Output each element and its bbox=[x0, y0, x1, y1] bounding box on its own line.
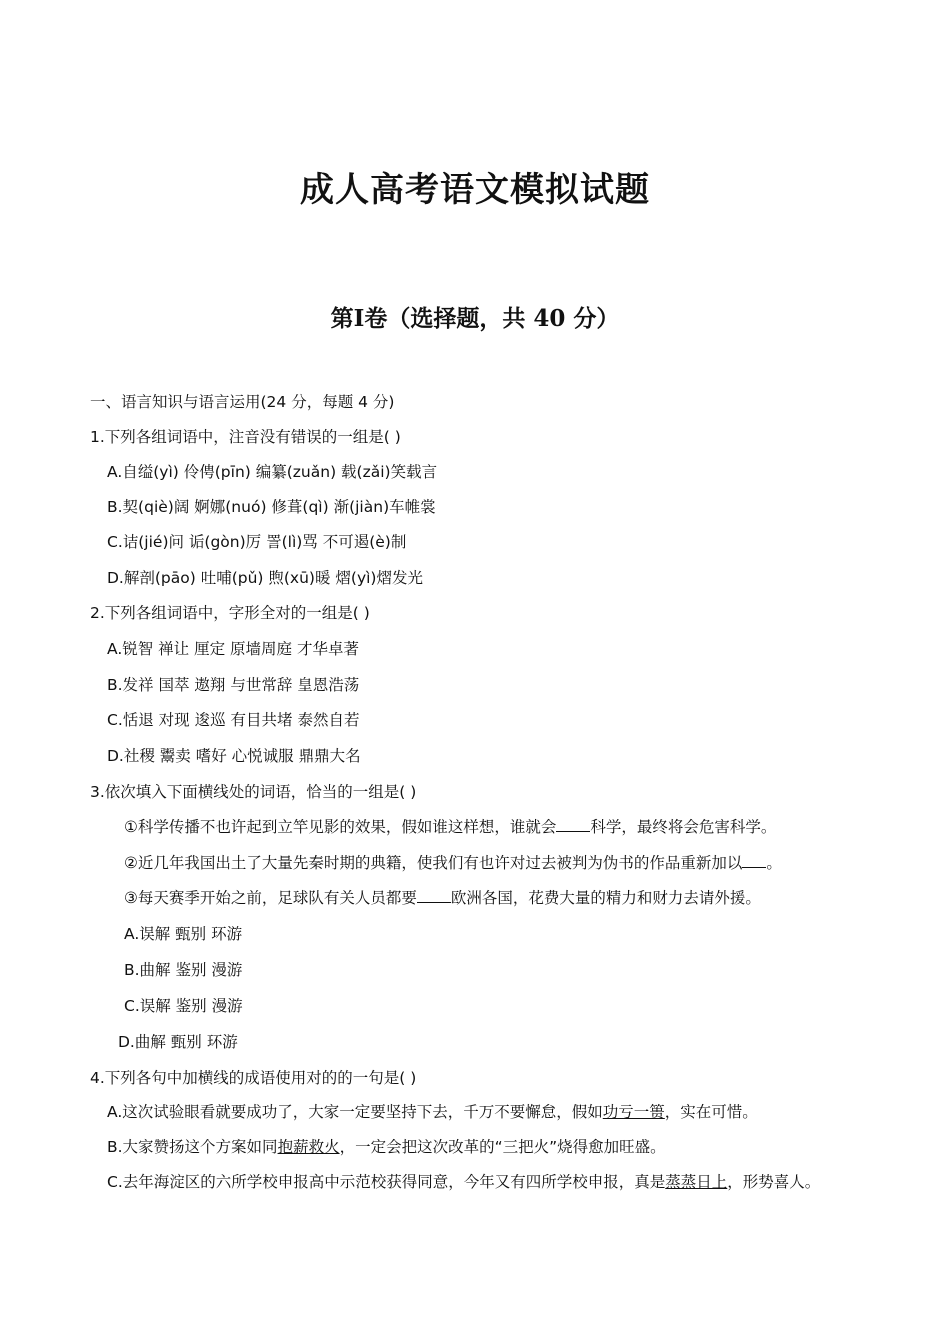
q2-option-d: D.社稷 鬻卖 嗜好 心悦诚服 鼎鼎大名 bbox=[107, 747, 361, 765]
q1-option-d: D.解剖(pāo) 吐哺(pǔ) 煦(xū)暖 熠(yì)熠发光 bbox=[107, 569, 423, 587]
q4-option-a bbox=[107, 1102, 758, 1122]
q3-option-c: C.误解 鉴别 漫游 bbox=[124, 997, 243, 1015]
page-title: 成人高考语文模拟试题 bbox=[300, 170, 650, 210]
fill-blank bbox=[417, 888, 451, 903]
section-subtitle bbox=[0, 300, 950, 333]
q3-option-b: B.曲解 鉴别 漫游 bbox=[124, 961, 243, 979]
q4-c-tail: ，形势喜人。 bbox=[727, 1173, 821, 1191]
q2-option-a: A.锐智 禅让 厘定 原墙周庭 才华卓著 bbox=[107, 640, 359, 658]
q3-option-a: A.误解 甄别 环游 bbox=[124, 925, 243, 943]
q2-option-b: B.发祥 国萃 遨翔 与世常辞 皇恩浩荡 bbox=[107, 676, 360, 694]
q2-option-c: C.恬退 对现 逡巡 有目共堵 泰然自若 bbox=[107, 711, 360, 729]
subtitle-rest: （选择题，共 40 分） bbox=[387, 305, 620, 332]
q3-s1-after: 科学，最终将会危害科学。 bbox=[590, 818, 777, 836]
q4-option-b bbox=[107, 1137, 666, 1157]
q3-s3-after: 欧洲各国，花费大量的精力和财力去请外援。 bbox=[450, 889, 761, 907]
q2-stem: 2.下列各组词语中，字形全对的一组是( ) bbox=[90, 604, 370, 622]
q3-s2-before: ②近几年我国出土了大量先秦时期的典籍，使我们有也许对过去被判为伪书的作品重新加以 bbox=[124, 854, 743, 872]
q1-option-c: C.诘(jié)问 诟(gòn)厉 詈(lì)骂 不可遏(è)制 bbox=[107, 533, 407, 551]
underlined-idiom: 功亏一篑 bbox=[602, 1103, 665, 1121]
q3-stem: 3.依次填入下面横线处的词语，恰当的一组是( ) bbox=[90, 783, 417, 801]
q3-sentence-1 bbox=[124, 817, 776, 837]
q1-option-b: B.契(qiè)阔 婀娜(nuó) 修葺(qì) 渐(jiàn)车帷裳 bbox=[107, 498, 436, 516]
underlined-idiom: 抱薪救火 bbox=[277, 1138, 340, 1156]
q4-stem: 4.下列各句中加横线的成语使用对的的一句是( ) bbox=[90, 1069, 417, 1087]
q3-s1-before: ①科学传播不也许起到立竿见影的效果，假如谁这样想，谁就会 bbox=[124, 818, 557, 836]
q4-b-tail: ，一定会把这次改革的“三把火”烧得愈加旺盛。 bbox=[339, 1138, 666, 1156]
subtitle-bold: 第Ⅰ卷 bbox=[330, 305, 388, 332]
section-heading: 一、语言知识与语言运用(24 分，每题 4 分) bbox=[90, 393, 395, 411]
q3-option-d: D.曲解 甄别 环游 bbox=[118, 1033, 238, 1051]
q3-s2-after: 。 bbox=[766, 854, 782, 872]
fill-blank bbox=[742, 853, 766, 868]
fill-blank bbox=[556, 817, 590, 832]
q4-a-tail: ，实在可惜。 bbox=[664, 1103, 758, 1121]
q3-sentence-3 bbox=[124, 888, 761, 908]
q4-option-c bbox=[90, 1164, 850, 1200]
underlined-idiom: 蒸蒸日上 bbox=[665, 1173, 728, 1191]
q1-stem: 1.下列各组词语中，注音没有错误的一组是( ) bbox=[90, 428, 401, 446]
q4-b-text: B.大家赞扬这个方案如同 bbox=[107, 1138, 278, 1156]
q3-sentence-2 bbox=[124, 853, 782, 873]
q1-option-a: A.自缢(yì) 伶俜(pīn) 编纂(zuǎn) 载(zǎi)笑载言 bbox=[107, 463, 438, 481]
q3-s3-before: ③每天赛季开始之前，足球队有关人员都要 bbox=[124, 889, 417, 907]
q4-a-text: A.这次试验眼看就要成功了，大家一定要坚持下去，千万不要懈怠，假如 bbox=[107, 1103, 603, 1121]
q4-c-text: C.去年海淀区的六所学校申报高中示范校获得同意，今年又有四所学校申报，真是 bbox=[107, 1173, 666, 1191]
